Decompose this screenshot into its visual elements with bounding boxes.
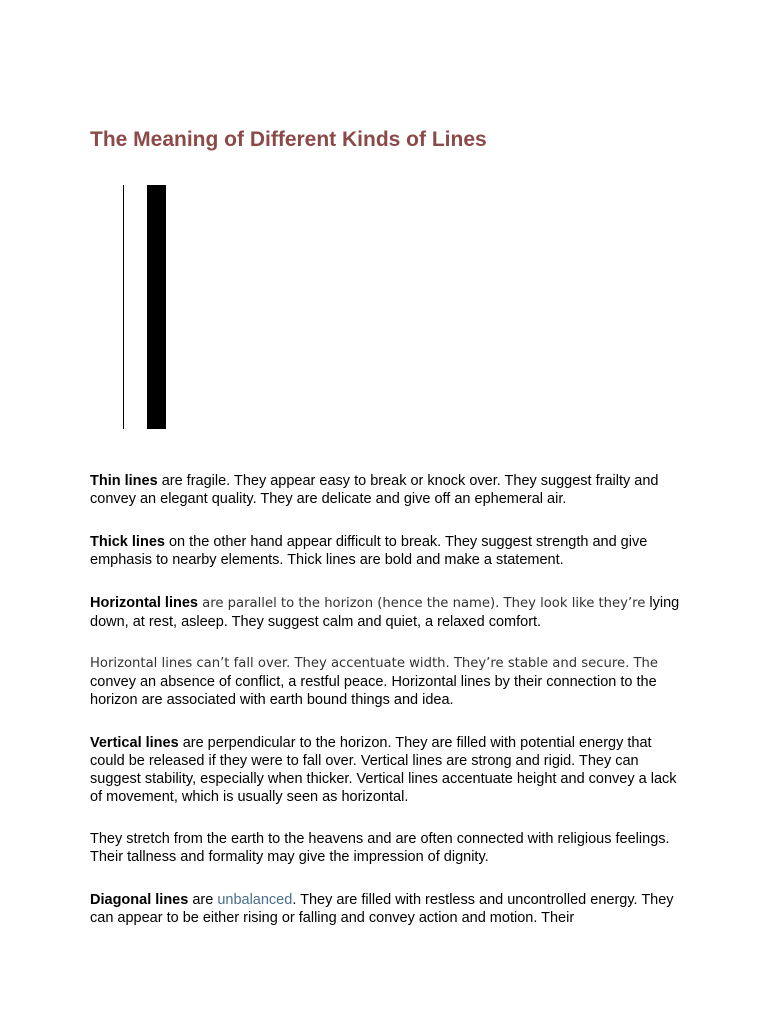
- paragraph-diagonal-lines: [90, 891, 690, 927]
- term-thick-lines: Thick lines: [90, 534, 165, 550]
- unbalanced-link[interactable]: unbalanced: [217, 892, 293, 908]
- paragraph-vertical-lines: [90, 734, 690, 806]
- paragraph-text: on the other hand appear difficult to break. They suggest strength and give emphasis to nearby elements. Thick lines are bold and make a statement.: [90, 534, 648, 568]
- paragraph-text: Horizontal lines can’t fall over. They accentuate width. They’re stable and secure. The: [90, 656, 659, 671]
- term-thin-lines: Thin lines: [90, 473, 158, 489]
- paragraph-text: . They are filled with restless and uncontrolled energy. They can appear to be either rising or falling and convey action and motion. Their: [90, 892, 674, 926]
- paragraph-thin-lines: [90, 472, 690, 508]
- paragraph-text: are parallel to the horizon (hence the name). They look like they’re: [197, 596, 646, 611]
- document-title: The Meaning of Different Kinds of Lines: [90, 128, 487, 151]
- term-vertical-lines: Vertical lines: [90, 735, 179, 751]
- thick-line-illustration: [147, 185, 166, 429]
- paragraph-text: lying down, at rest, asleep. They suggest calm and quiet, a relaxed comfort.: [90, 595, 680, 630]
- paragraph-horizontal-lines-continued: [90, 654, 690, 709]
- term-diagonal-lines: Diagonal lines: [90, 892, 189, 908]
- paragraph-thick-lines: [90, 533, 690, 569]
- paragraph-text: are: [188, 892, 218, 908]
- paragraph-text: convey an absence of conflict, a restful peace. Horizontal lines by their connection to the horizon are associated with earth bound things and idea.: [90, 674, 657, 708]
- paragraph-text: are fragile. They appear easy to break or knock over. They suggest frailty and convey an elegant quality. They are delicate and give off an ephemeral air.: [90, 473, 659, 507]
- thin-line-illustration: [123, 185, 124, 429]
- paragraph-vertical-lines-continued: [90, 830, 690, 866]
- term-horizontal-lines: Horizontal lines: [90, 595, 198, 611]
- paragraph-text: are perpendicular to the horizon. They are filled with potential energy that could be released if they were to fall over. Vertical lines are strong and rigid. They can suggest stability, especially when thicker. Vertical lines accentuate height and convey a lack of movement, which is usually seen as horizontal.: [90, 735, 677, 805]
- paragraph-text: They stretch from the earth to the heavens and are often connected with religious feelings. Their tallness and formality may give the impression of dignity.: [90, 831, 670, 865]
- paragraph-horizontal-lines: [90, 594, 690, 631]
